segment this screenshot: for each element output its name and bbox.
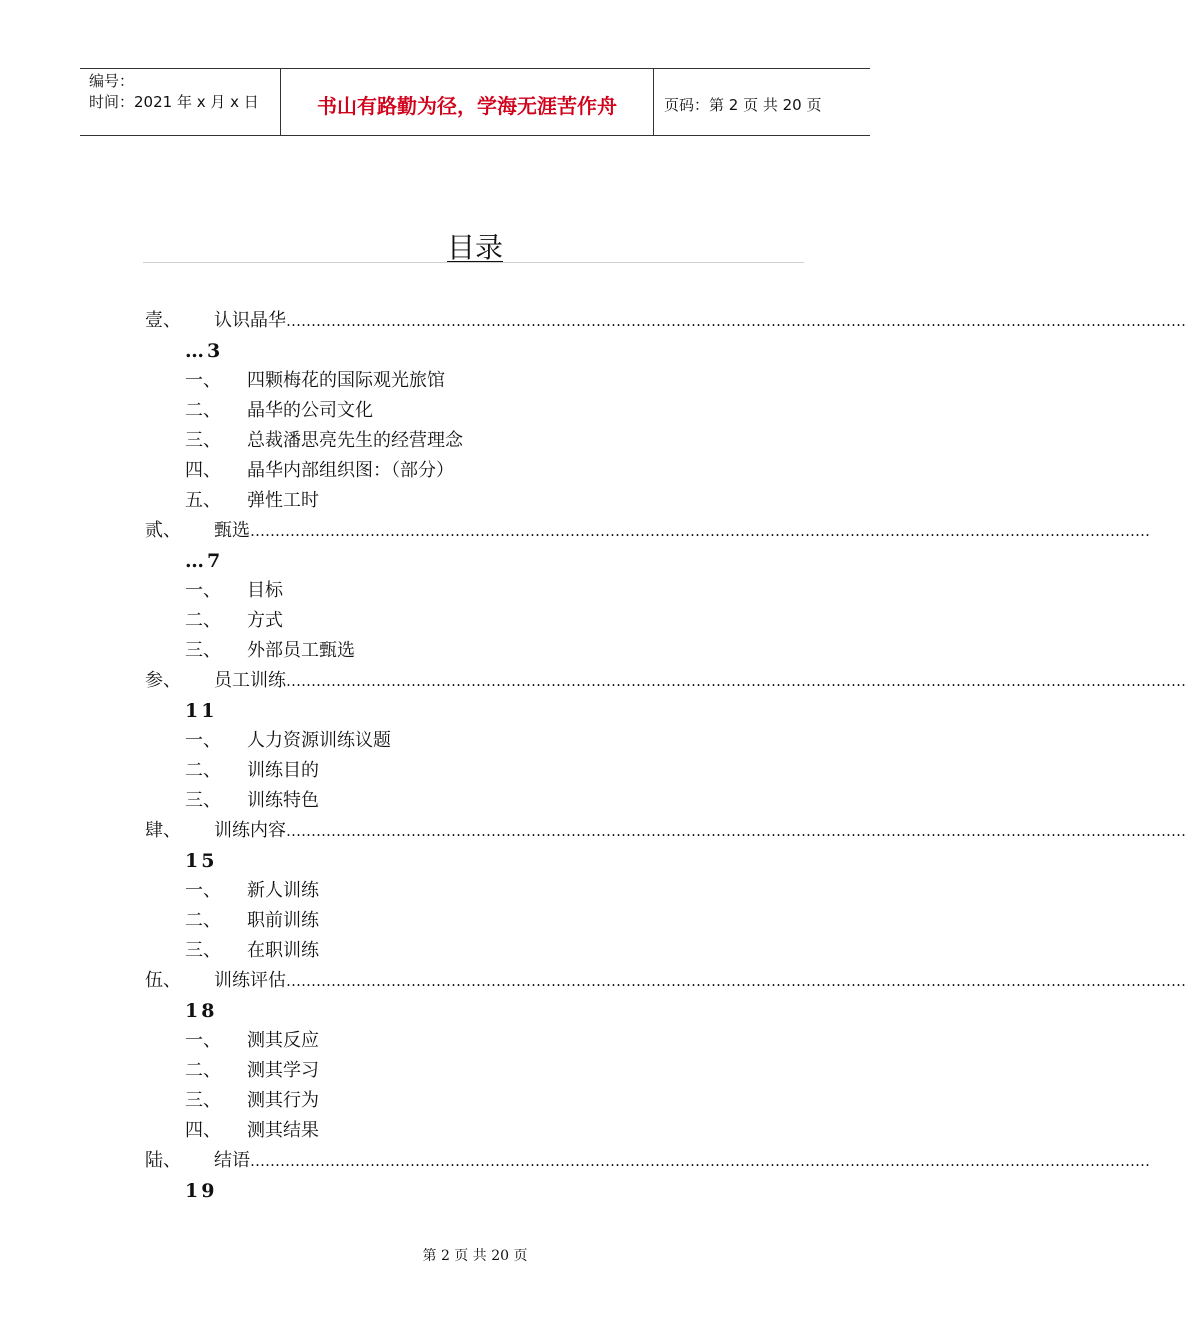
toc-subitem-number: 三、 xyxy=(185,790,221,811)
toc-subitem-title: 测其结果 xyxy=(247,1120,319,1141)
toc-subitem[interactable] xyxy=(145,1026,795,1056)
toc-subitem[interactable] xyxy=(145,576,795,606)
toc-subitem[interactable] xyxy=(145,1116,795,1146)
toc-page-number: 15 xyxy=(185,850,218,872)
table-of-contents xyxy=(145,306,1186,1206)
toc-subitem-title: 弹性工时 xyxy=(247,490,319,511)
toc-section[interactable] xyxy=(145,966,1186,996)
toc-subitem-title: 总裁潘思亮先生的经营理念 xyxy=(247,430,463,451)
toc-dot-leader: ……………………………………………………………………………………………………………………………………………………………… xyxy=(286,972,1186,990)
toc-subitem[interactable] xyxy=(145,396,795,426)
toc-subitem-number: 一、 xyxy=(185,1030,221,1051)
toc-subitem[interactable] xyxy=(145,936,795,966)
page-footer: 第 2 页 共 20 页 xyxy=(422,1248,528,1264)
header-date-label: 时间：2021 年 x 月 x 日 xyxy=(89,93,259,111)
toc-subitem[interactable] xyxy=(145,786,795,816)
toc-subitem-title: 新人训练 xyxy=(247,880,319,901)
toc-subitem-number: 三、 xyxy=(185,640,221,661)
toc-subitem[interactable] xyxy=(145,456,795,486)
toc-section-title: 训练评估 xyxy=(214,970,286,991)
toc-subitem-title: 测其行为 xyxy=(247,1090,319,1111)
toc-section[interactable] xyxy=(145,1146,1150,1176)
toc-subitem-number: 三、 xyxy=(185,940,221,961)
toc-subitem-number: 一、 xyxy=(185,580,221,601)
toc-subitem-number: 二、 xyxy=(185,400,221,421)
toc-subitem-title: 外部员工甄选 xyxy=(247,640,355,661)
toc-section[interactable] xyxy=(145,306,1186,336)
toc-subitem-title: 晶华内部组织图：（部分） xyxy=(247,460,454,481)
toc-subitem[interactable] xyxy=(145,726,795,756)
toc-section-number: 肆、 xyxy=(145,820,181,841)
toc-subitem-number: 二、 xyxy=(185,610,221,631)
toc-page-number: 18 xyxy=(185,1000,218,1022)
toc-subitem[interactable] xyxy=(145,426,795,456)
toc-subitem[interactable] xyxy=(145,606,795,636)
toc-page-number: 19 xyxy=(185,1180,218,1202)
toc-subitem-title: 测其学习 xyxy=(247,1060,319,1081)
toc-subitem-title: 测其反应 xyxy=(247,1030,319,1051)
header-meta-cell xyxy=(80,69,281,135)
toc-subitem-title: 晶华的公司文化 xyxy=(247,400,373,421)
toc-section[interactable] xyxy=(145,516,1150,546)
page-title-text: 目录 xyxy=(446,231,503,264)
header-table xyxy=(80,68,870,136)
toc-subitem[interactable] xyxy=(145,366,795,396)
header-number-label: 编号： xyxy=(89,72,135,90)
title-divider xyxy=(143,262,804,263)
toc-subitem-number: 四、 xyxy=(185,1120,221,1141)
toc-dot-leader: ……………………………………………………………………………………………………………………………………………………………… xyxy=(286,822,1186,840)
toc-section-title: 认识晶华 xyxy=(214,310,286,331)
toc-subitem[interactable] xyxy=(145,906,795,936)
toc-subitem[interactable] xyxy=(145,756,795,786)
toc-page-number: …3 xyxy=(185,340,224,362)
toc-subitem-number: 三、 xyxy=(185,1090,221,1111)
toc-section-number: 贰、 xyxy=(145,520,181,541)
toc-subitem[interactable] xyxy=(145,876,795,906)
toc-subitem-title: 职前训练 xyxy=(247,910,319,931)
toc-subitem-title: 方式 xyxy=(247,610,283,631)
toc-subitem-title: 人力资源训练议题 xyxy=(247,730,391,751)
toc-section-number: 陆、 xyxy=(145,1150,181,1171)
toc-dot-leader: ……………………………………………………………………………………………………………………………………………………………… xyxy=(250,1152,1150,1170)
toc-section-title: 训练内容 xyxy=(214,820,286,841)
toc-subitem-number: 五、 xyxy=(185,490,221,511)
toc-page-number: 11 xyxy=(185,700,218,722)
page-title xyxy=(0,230,950,266)
toc-subitem-number: 一、 xyxy=(185,370,221,391)
toc-subitem[interactable] xyxy=(145,486,795,516)
toc-section-number: 参、 xyxy=(145,670,181,691)
toc-section-title: 结语 xyxy=(214,1150,250,1171)
toc-subitem-title: 训练目的 xyxy=(247,760,319,781)
toc-subitem-title: 在职训练 xyxy=(247,940,319,961)
toc-section-title: 员工训练 xyxy=(214,670,286,691)
toc-dot-leader: ……………………………………………………………………………………………………………………………………………………………… xyxy=(286,312,1186,330)
toc-page-number: …7 xyxy=(185,550,224,572)
toc-section[interactable] xyxy=(145,666,1186,696)
toc-section-title: 甄选 xyxy=(214,520,250,541)
toc-subitem-number: 二、 xyxy=(185,910,221,931)
toc-subitem-number: 三、 xyxy=(185,430,221,451)
toc-subitem-number: 一、 xyxy=(185,730,221,751)
toc-subitem[interactable] xyxy=(145,1056,795,1086)
header-motto: 书山有路勤为径，学海无涯苦作舟 xyxy=(281,69,654,135)
toc-subitem-number: 二、 xyxy=(185,1060,221,1081)
header-page-label: 页码：第 2 页 共 20 页 xyxy=(664,95,822,114)
toc-subitem-number: 一、 xyxy=(185,880,221,901)
toc-subitem-title: 四颗梅花的国际观光旅馆 xyxy=(247,370,445,391)
toc-subitem[interactable] xyxy=(145,636,795,666)
toc-section-number: 壹、 xyxy=(145,310,181,331)
toc-section[interactable] xyxy=(145,816,1186,846)
toc-subitem-number: 二、 xyxy=(185,760,221,781)
toc-subitem-title: 训练特色 xyxy=(247,790,319,811)
toc-dot-leader: ……………………………………………………………………………………………………………………………………………………………… xyxy=(286,672,1186,690)
toc-section-number: 伍、 xyxy=(145,970,181,991)
toc-dot-leader: ……………………………………………………………………………………………………………………………………………………………… xyxy=(250,522,1150,540)
toc-subitem-number: 四、 xyxy=(185,460,221,481)
toc-subitem-title: 目标 xyxy=(247,580,283,601)
toc-subitem[interactable] xyxy=(145,1086,795,1116)
